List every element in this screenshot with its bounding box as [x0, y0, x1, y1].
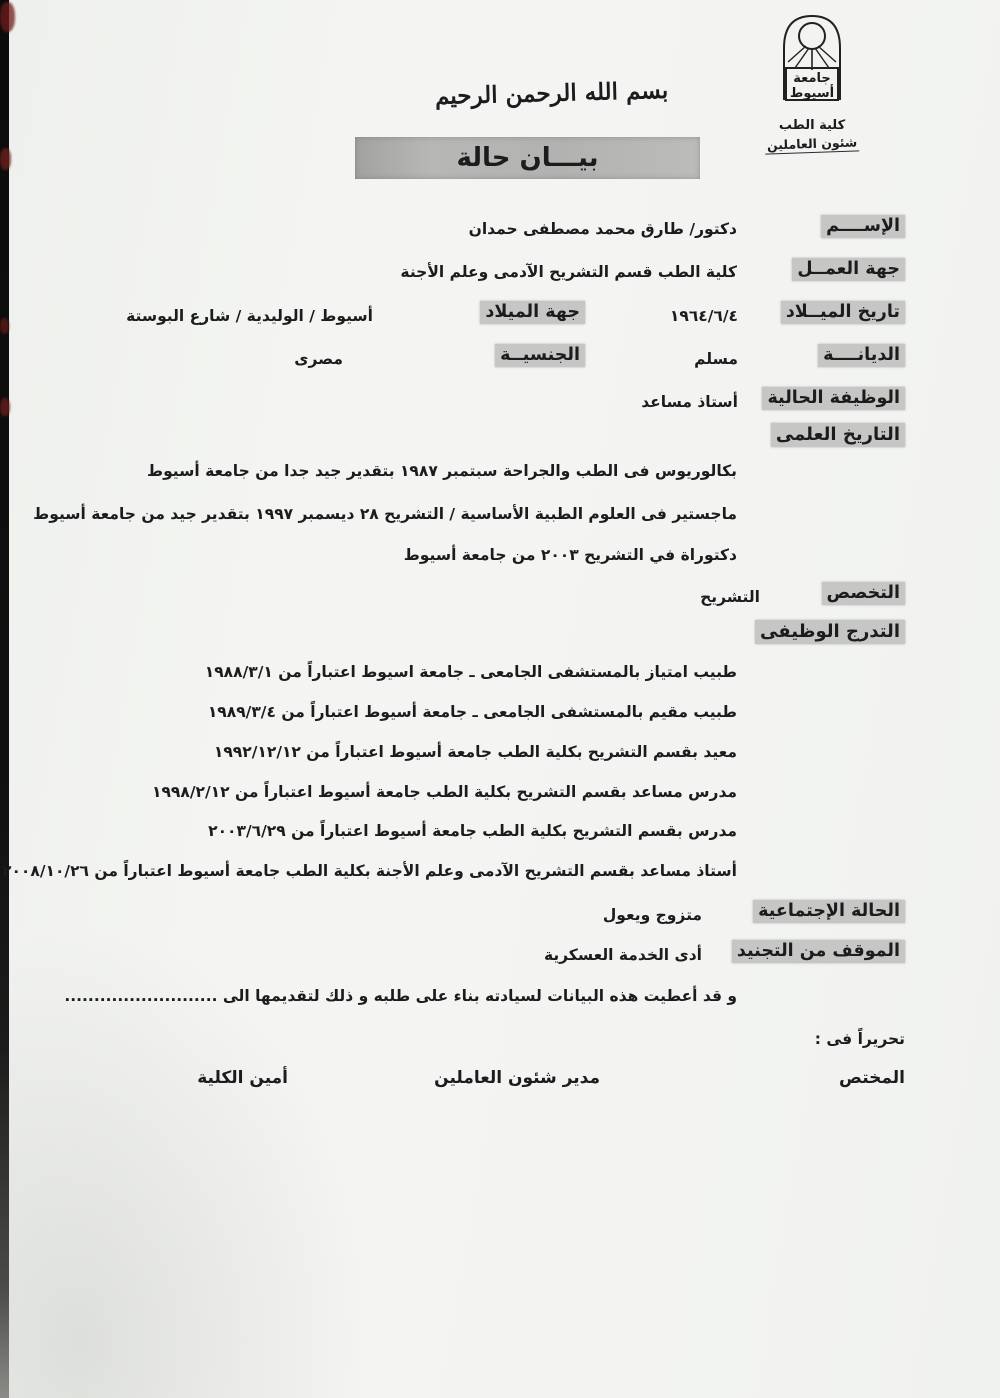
scan-stain — [0, 148, 11, 170]
logo-faculty-text: كلية الطب — [778, 118, 846, 133]
birth-place-label: جهة الميلاد — [480, 301, 585, 324]
social-status-row — [753, 901, 905, 921]
document-title: بيـــان حالة — [355, 137, 700, 179]
religion-value: مسلم — [694, 350, 738, 368]
scan-stain — [0, 318, 9, 334]
current-job-label: الوظيفة الحالية — [762, 387, 905, 410]
name-row — [821, 216, 905, 236]
nationality-label: الجنسيــة — [495, 344, 585, 367]
scientific-history-item: دكتوراة في التشريح ٢٠٠٣ من جامعة أسيوط — [403, 546, 737, 564]
specialty-row — [822, 583, 905, 603]
birth-date-value: ١٩٦٤/٦/٤ — [669, 307, 738, 325]
scientific-history-header: التاريخ العلمى — [771, 424, 905, 445]
svg-text:جامعة: جامعة — [793, 71, 831, 86]
career-item: معيد بقسم التشريح بكلية الطب جامعة أسيوط اعتباراً من ١٩٩٢/١٢/١٢ — [213, 743, 737, 761]
workplace-value: كلية الطب قسم التشريح الآدمى وعلم الأجنة — [400, 263, 737, 281]
nationality-value: مصرى — [294, 350, 343, 368]
scan-stain — [0, 398, 10, 416]
specialty-value: التشريح — [700, 588, 760, 606]
scan-edge-strip — [0, 0, 9, 1398]
name-label: الإســــم — [821, 215, 905, 238]
logo-department-text: شئون العاملين — [765, 134, 860, 154]
birth-place-value: أسيوط / الوليدية / شارع البوستة — [126, 307, 373, 325]
scientific-history-item: ماجستير فى العلوم الطبية الأساسية / التشريح ٢٨ ديسمبر ١٩٩٧ بتقدير جيد من جامعة أسيوط — [33, 505, 737, 523]
military-status-row — [732, 941, 905, 961]
religion-label: الديانــــة — [818, 344, 905, 367]
university-emblem-icon — [771, 8, 853, 120]
name-value: دكتور/ طارق محمد مصطفى حمدان — [468, 220, 737, 238]
issued-at-line: تحريراً فى : — [814, 1030, 905, 1048]
workplace-row — [792, 259, 905, 279]
university-logo — [762, 8, 862, 153]
scientific-history-item: بكالوريوس فى الطب والجراحة سبتمبر ١٩٨٧ بتقدير جيد جدا من جامعة أسيوط — [146, 462, 737, 480]
bismillah-calligraphy: بسم الله الرحمن الرحيم — [434, 76, 669, 111]
religion-row — [818, 345, 905, 365]
career-item: مدرس مساعد بقسم التشريح بكلية الطب جامعة أسيوط اعتباراً من ١٩٩٨/٢/١٢ — [152, 783, 737, 801]
workplace-label: جهة العمــل — [792, 258, 905, 281]
birth-date-label: تاريخ الميــلاد — [781, 301, 905, 324]
nationality-row — [495, 345, 585, 365]
specialty-label: التخصص — [822, 582, 905, 605]
signature-college-secretary: أمين الكلية — [197, 1068, 288, 1088]
signature-personnel-director: مدير شئون العاملين — [434, 1068, 600, 1088]
scan-stain — [0, 2, 15, 32]
current-job-value: أستاذ مساعد — [641, 393, 738, 411]
signature-specialist: المختص — [839, 1068, 905, 1088]
birth-place-row — [480, 302, 585, 322]
closing-statement: و قد أعطيت هذه البيانات لسيادته بناء على طلبه و ذلك لتقديمها الى .......................... — [64, 987, 737, 1005]
current-job-row — [762, 388, 905, 408]
career-item: أستاذ مساعد بقسم التشريح الآدمى وعلم الأجنة بكلية الطب جامعة أسيوط اعتباراً من ٢٠٠٨/١٠/٢٦ — [2, 862, 737, 880]
career-item: طبيب مقيم بالمستشفى الجامعى ـ جامعة أسيوط اعتباراً من ١٩٨٩/٣/٤ — [207, 703, 737, 721]
birth-date-row — [781, 302, 905, 322]
social-status-label: الحالة الإجتماعية — [753, 900, 905, 923]
military-status-label: الموقف من التجنيد — [732, 940, 905, 963]
career-header: التدرج الوظيفى — [755, 621, 905, 642]
career-item: طبيب امتياز بالمستشفى الجامعى ـ جامعة اسيوط اعتباراً من ١٩٨٨/٣/١ — [204, 663, 737, 681]
career-item: مدرس بقسم التشريح بكلية الطب جامعة أسيوط اعتباراً من ٢٠٠٣/٦/٢٩ — [208, 822, 737, 840]
military-status-value: أدى الخدمة العسكرية — [543, 946, 702, 964]
social-status-value: متزوج ويعول — [602, 906, 702, 924]
svg-text:أسيوط: أسيوط — [789, 86, 835, 101]
